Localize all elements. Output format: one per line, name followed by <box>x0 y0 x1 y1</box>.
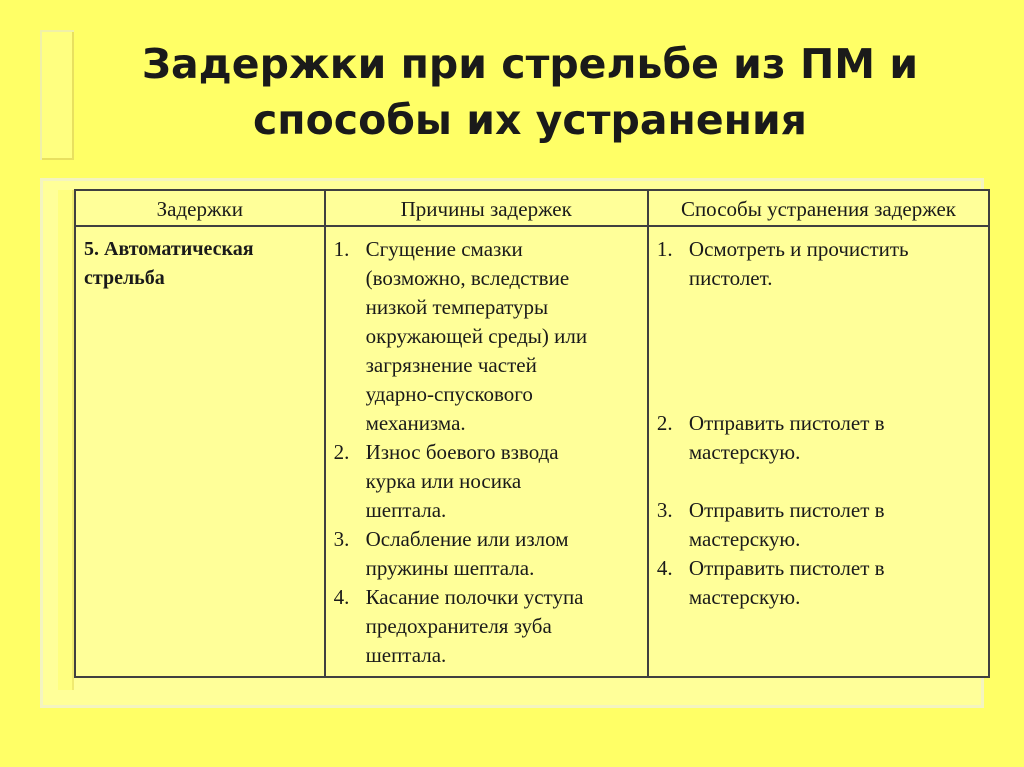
remedy-item-1: 1. Осмотреть и прочистить пистолет. <box>656 237 909 290</box>
cause-item-3: 3. Ослабление или излом пружины шептала. <box>333 527 569 580</box>
table-row <box>75 226 989 677</box>
title-line-2: способы их устранения <box>252 96 808 144</box>
remedies-cell <box>648 226 989 677</box>
table-header-row <box>75 190 989 226</box>
causes-cell <box>325 226 648 677</box>
cause-item-2: 2. Износ боевого взвода курка или носика шептала. <box>333 440 559 522</box>
delays-table <box>74 189 990 678</box>
header-remedies: Способы устранения задержек <box>648 190 989 226</box>
accent-bar-left <box>58 190 74 690</box>
accent-bar-top <box>40 30 74 160</box>
title-line-1: Задержки при стрельбе из ПМ и <box>141 40 919 88</box>
remedy-item-2: 2. Отправить пистолет в мастерскую. <box>656 411 885 464</box>
spacer <box>657 293 980 409</box>
remedy-item-3: 3. Отправить пистолет в мастерскую. <box>656 498 885 551</box>
delay-cell <box>75 226 325 677</box>
delay-name: 5. Автоматическая стрельба <box>84 238 254 289</box>
slide-title <box>90 36 970 148</box>
cause-item-1: 1. Сгущение смазки (возможно, вследствие низкой температуры окружающей среды) или загрязнение частей ударно-спускового механизма. <box>333 237 588 435</box>
cause-item-4: 4. Касание полочки уступа предохранителя зуба шептала. <box>333 585 584 667</box>
header-delays: Задержки <box>75 190 325 226</box>
remedy-item-4: 4. Отправить пистолет в мастерскую. <box>656 556 885 609</box>
causes-list <box>334 235 639 670</box>
spacer <box>657 467 980 496</box>
remedies-list <box>657 235 980 612</box>
header-causes: Причины задержек <box>325 190 648 226</box>
